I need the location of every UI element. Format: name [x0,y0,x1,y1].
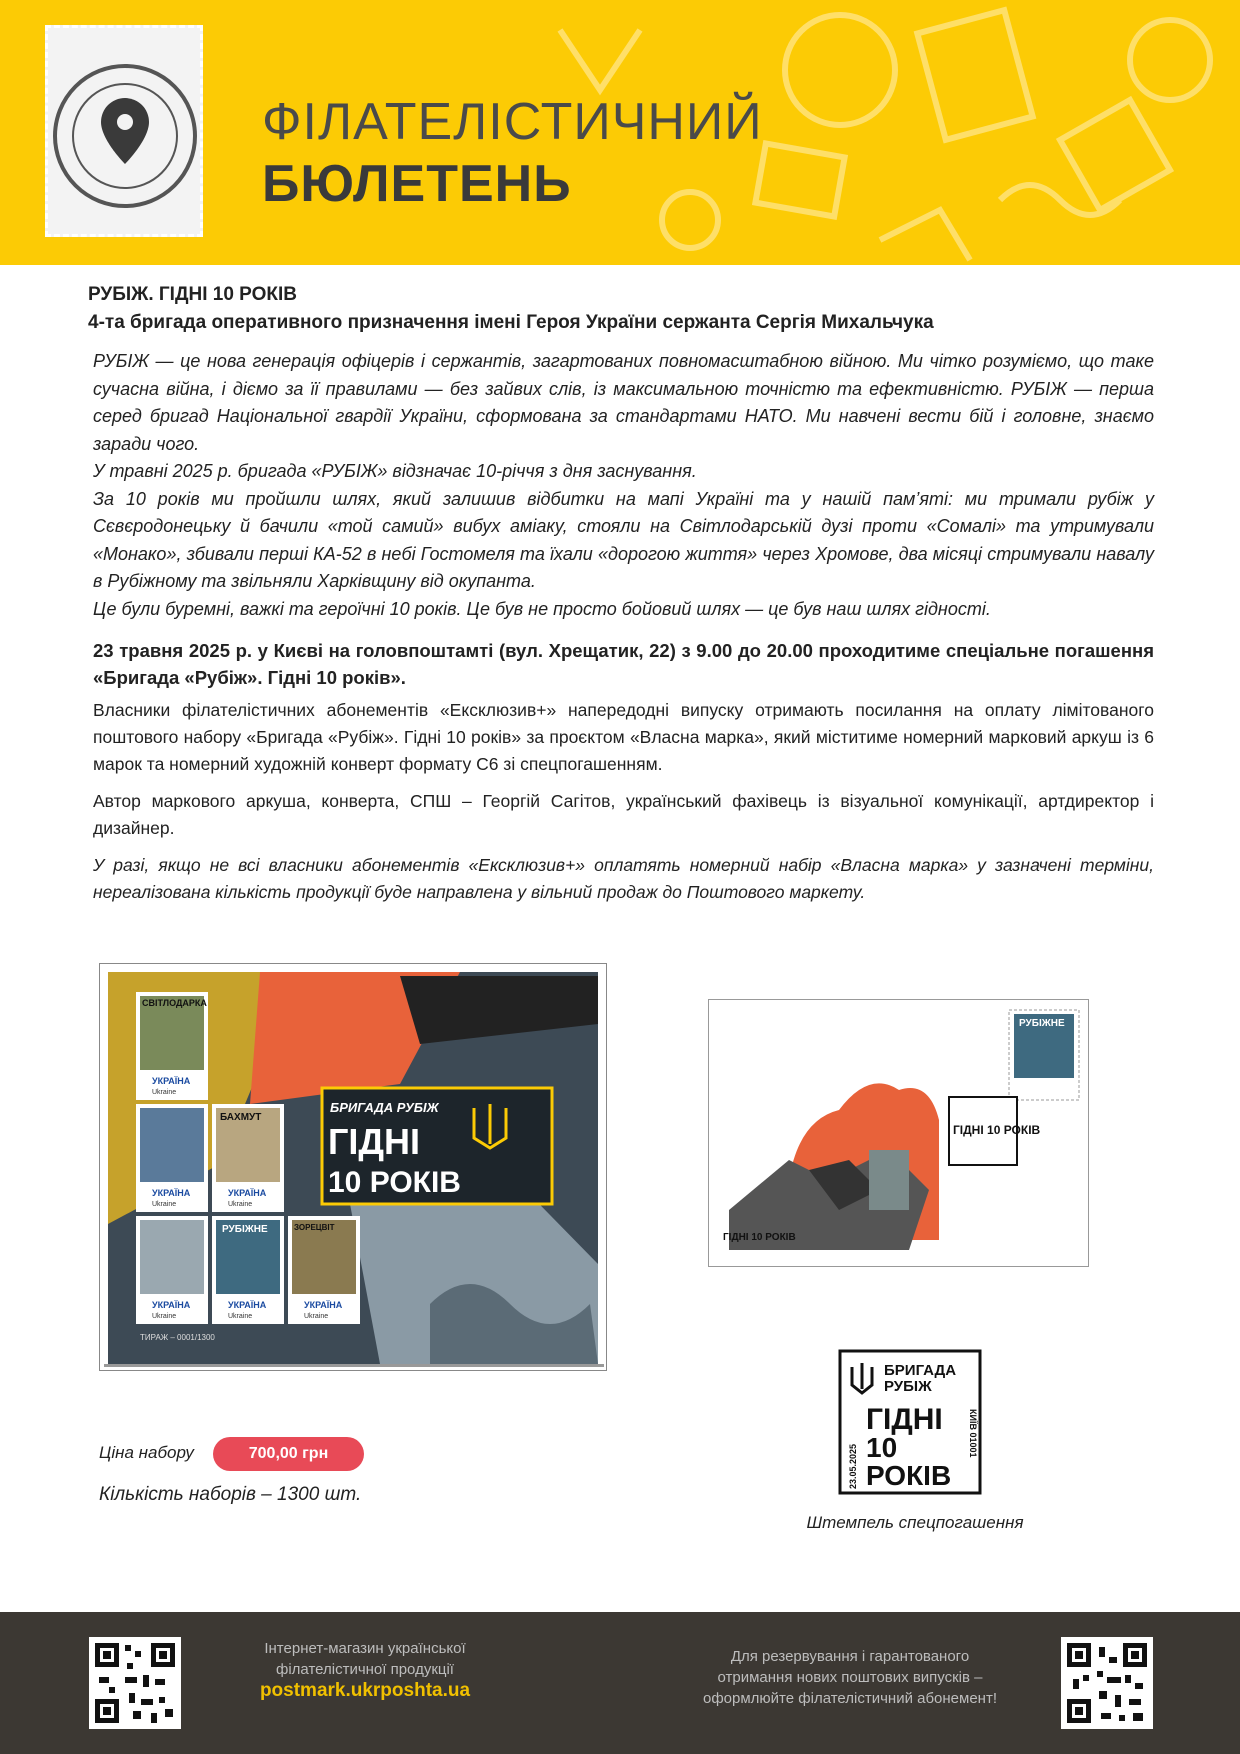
header-banner [0,0,1240,265]
svg-text:РУБІЖНЕ: РУБІЖНЕ [222,1224,268,1235]
quantity-text: Кількість наборів – 1300 шт. [99,1484,362,1505]
subscription-paragraph: Власники філателістичних абонементів «Ексклюзив+» напередодні випуску отримають посилання на оплату лімітованого поштового набору «Бригада «Рубіж». Гідні 10 років» за проєктом «Власна марка», який міститиме номерний марковий аркуш із 6 марок та номерний художній конверт формату С6 зі спецпогашенням. [93,700,1154,774]
article [88,284,1154,916]
svg-text:ЗОРЕЦВІТ: ЗОРЕЦВІТ [294,1223,335,1232]
article-title: РУБІЖ. ГІДНІ 10 РОКІВ [88,284,297,305]
postmark-line4: 10 [866,1432,898,1463]
postmark-line5: РОКІВ [866,1460,952,1491]
postmark-caption: Штемпель спецпогашення [806,1513,1024,1532]
note-line2: отримання нових поштових випусків – [717,1669,983,1686]
special-postmark [838,1349,982,1495]
banner-big-text-1: ГІДНІ [328,1121,421,1162]
brand-title-line2: БЮЛЕТЕНЬ [262,155,572,213]
svg-text:УКРАЇНА: УКРАЇНА [152,1188,191,1198]
svg-text:Ukraine: Ukraine [228,1313,253,1320]
svg-text:Ukraine: Ukraine [228,1201,253,1208]
sale-note-paragraph: У разі, якщо не всі власники абонементів «Ексклюзив+» оплатять номерний набір «Власна марка» у зазначені терміни, нереалізована кількість продукції буде направлена у вільний продаж до Поштового маркету. [93,855,1154,902]
article-intro [93,348,1154,623]
qr-code-icon[interactable] [1061,1637,1153,1729]
intro-paragraph: У травні 2025 р. бригада «РУБІЖ» відзначає 10-річчя з дня заснування. [93,461,697,481]
svg-text:УКРАЇНА: УКРАЇНА [152,1300,191,1310]
note-line3: оформлюйте філателістичний абонемент! [703,1690,997,1707]
svg-text:УКРАЇНА: УКРАЇНА [304,1300,343,1310]
banner-small-text: БРИГАДА РУБІЖ [330,1100,439,1115]
logo-stamp [45,25,203,237]
price-label: Ціна набору [99,1443,194,1462]
article-subtitle: 4-та бригада оперативного призначення імені Героя України сержанта Сергія Михальчука [88,312,934,333]
qr-code-icon[interactable] [89,1637,181,1729]
shop-description [225,1638,505,1701]
svg-text:УКРАЇНА: УКРАЇНА [228,1188,267,1198]
stamp-4 [136,1216,208,1324]
postmark-line2: РУБІЖ [884,1378,932,1395]
postmark-date: 23.05.2025 [848,1443,858,1489]
location-pin-icon [48,28,206,240]
shop-link[interactable]: postmark.ukrposhta.ua [259,1680,471,1701]
postmark-city: КИЇВ 01001 [968,1409,978,1458]
svg-text:Ukraine: Ukraine [152,1313,177,1320]
footer [0,1612,1240,1754]
envelope-corner-text: ГІДНІ 10 РОКІВ [723,1232,796,1243]
svg-text:УКРАЇНА: УКРАЇНА [228,1300,267,1310]
envelope-stamp-title: РУБІЖНЕ [1019,1018,1065,1029]
shop-text-line2: філателістичної продукції [276,1661,454,1678]
stamp-2 [136,1104,208,1212]
svg-text:СВІТЛОДАРКА: СВІТЛОДАРКА [142,998,207,1008]
intro-paragraph: Це були буремні, важкі та героїчні 10 років. Це був не просто бойовий шлях — це був наш шлях гідності. [93,598,991,619]
author-paragraph: Автор маркового аркуша, конверта, СПШ – Георгій Сагітов, український фахівець із візуальної комунікації, артдиректор і дизайнер. [93,791,1154,838]
intro-paragraph: РУБІЖ — це нова генерація офіцерів і сержантів, загартованих повномасштабною війною. Ми чітко розуміємо, що таке сучасна війна, і діємо за її правилами — без зайвих слів, із максимальною точністю та ефективністю. РУБІЖ — перша серед бригад Національної гвардії України, сформована за стандартами НАТО. Ми навчені вести бій і головне, знаємо заради чого. [93,351,1154,454]
svg-text:Ukraine: Ukraine [152,1201,177,1208]
stamp-6 [288,1216,360,1324]
stamp-sheet-image [99,963,607,1371]
event-announcement: 23 травня 2025 р. у Києві на головпоштамті (вул. Хрещатик, 22) з 9.00 до 20.00 проходитиме спеціальне погашення «Бригада «Рубіж». Гідні 10 років». [93,640,1154,688]
intro-paragraph: За 10 років ми пройшли шлях, який залишив відбитки на мапі Україні та у нашій пам’яті: ми тримали рубіж у Сєвєродонецьку й бачили «той самий» вибух аміаку, стояли на Світлодарській дузі проти «Сомалі» та утримували «Монако», збивали перші КА-52 в небі Гостомеля та їхали «дорогою життя» через Хромове, два місяці стримували навалу в Рубіжному та звільняли Харківщину від окупанта. [93,488,1154,591]
stamp-3 [212,1104,284,1212]
postmark-line1: БРИГАДА [884,1362,957,1379]
banner-big-text-2: 10 РОКІВ [328,1166,461,1199]
postmark-line3: ГІДНІ [866,1403,943,1436]
envelope-image [708,999,1089,1267]
stamp-1 [136,992,208,1100]
print-run: ТИРАЖ – 0001/1300 [140,1333,215,1342]
subscription-note [670,1646,1030,1709]
price-badge: 700,00 грн [213,1437,364,1471]
brand-title-line1: ФІЛАТЕЛІСТИЧНИЙ [262,93,763,151]
svg-text:БАХМУТ: БАХМУТ [220,1112,262,1123]
stamp-5 [212,1216,284,1324]
svg-text:Ukraine: Ukraine [152,1089,177,1096]
envelope-postmark-text: ГІДНІ 10 РОКІВ [953,1123,1041,1137]
svg-text:УКРАЇНА: УКРАЇНА [152,1076,191,1086]
shop-text-line1: Інтернет-магазин української [264,1640,466,1657]
note-line1: Для резервування і гарантованого [730,1648,970,1665]
svg-text:Ukraine: Ukraine [304,1313,329,1320]
